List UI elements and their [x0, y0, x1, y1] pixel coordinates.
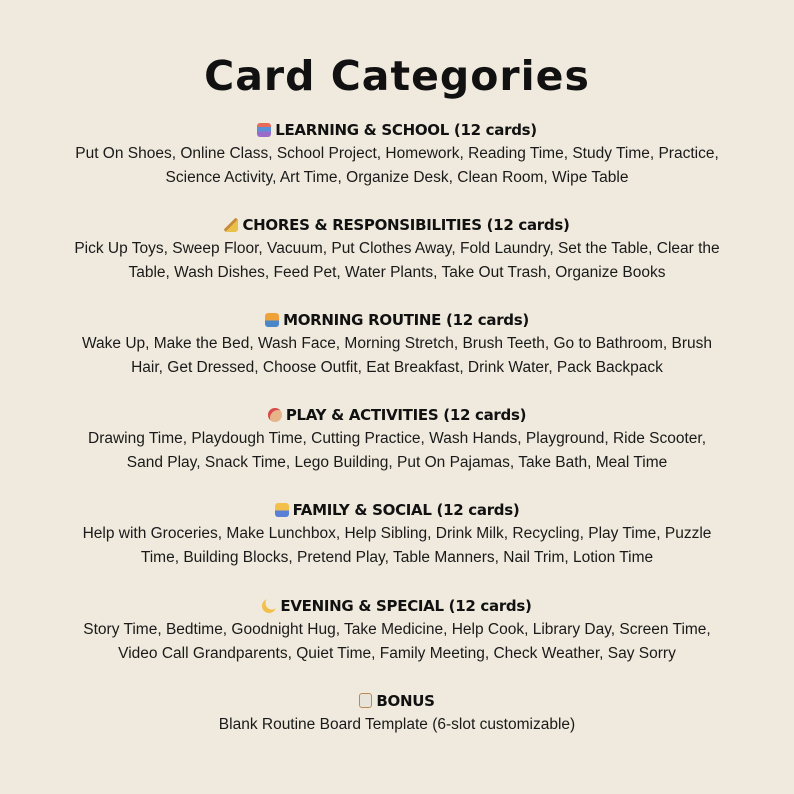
heading-text: EVENING & SPECIAL (12 cards) [280, 597, 532, 615]
section-heading [0, 498, 794, 522]
section-play-activities [0, 403, 794, 475]
items-line: Story Time, Bedtime, Goodnight Hug, Take Medicine, Help Cook, Library Day, Screen Time, [83, 621, 711, 638]
items-line: Put On Shoes, Online Class, School Project, Homework, Reading Time, Study Time, Practice, [75, 145, 719, 162]
section-morning-routine [0, 308, 794, 380]
items-line: Drawing Time, Playdough Time, Cutting Practice, Wash Hands, Playground, Ride Scooter, [88, 430, 706, 447]
heading-text: FAMILY & SOCIAL (12 cards) [292, 501, 520, 519]
section-family-social [0, 498, 794, 570]
section-learning-school [0, 118, 794, 190]
section-chores [0, 213, 794, 285]
heading-text: CHORES & RESPONSIBILITIES (12 cards) [242, 216, 570, 234]
section-heading [0, 213, 794, 237]
items-line: Table, Wash Dishes, Feed Pet, Water Plants, Take Out Trash, Organize Books [128, 264, 666, 281]
items-line: Video Call Grandparents, Quiet Time, Family Meeting, Check Weather, Say Sorry [118, 645, 676, 662]
section-heading [0, 403, 794, 427]
section-heading [0, 118, 794, 142]
section-heading [0, 308, 794, 332]
items-line: Help with Groceries, Make Lunchbox, Help Sibling, Drink Milk, Recycling, Play Time, Puzzle [82, 525, 712, 542]
section-heading [0, 689, 794, 713]
heading-text: PLAY & ACTIVITIES (12 cards) [285, 406, 527, 424]
moon-icon [262, 599, 276, 613]
sunrise-icon [265, 313, 279, 327]
items-line: Pick Up Toys, Sweep Floor, Vacuum, Put Clothes Away, Fold Laundry, Set the Table, Clear the [74, 240, 720, 257]
items-line: Science Activity, Art Time, Organize Desk, Clean Room, Wipe Table [165, 169, 629, 186]
clipboard-icon [359, 693, 372, 708]
items-line: Hair, Get Dressed, Choose Outfit, Eat Breakfast, Drink Water, Pack Backpack [131, 359, 663, 376]
heading-text: BONUS [376, 692, 435, 710]
items-line: Wake Up, Make the Bed, Wash Face, Morning Stretch, Brush Teeth, Go to Bathroom, Brush [81, 335, 713, 352]
heading-text: LEARNING & SCHOOL (12 cards) [275, 121, 537, 139]
items-line: Sand Play, Snack Time, Lego Building, Put On Pajamas, Take Bath, Meal Time [126, 454, 668, 471]
section-heading [0, 594, 794, 618]
heading-text: MORNING ROUTINE (12 cards) [283, 311, 529, 329]
section-evening-special [0, 594, 794, 666]
page-title: Card Categories [204, 52, 590, 100]
items-line: Blank Routine Board Template (6-slot customizable) [218, 716, 576, 733]
broom-icon [224, 218, 238, 232]
items-line: Time, Building Blocks, Pretend Play, Table Manners, Nail Trim, Lotion Time [140, 549, 654, 566]
books-icon [257, 123, 271, 137]
family-icon [275, 503, 289, 517]
palette-icon [268, 408, 282, 422]
section-bonus [0, 689, 794, 737]
